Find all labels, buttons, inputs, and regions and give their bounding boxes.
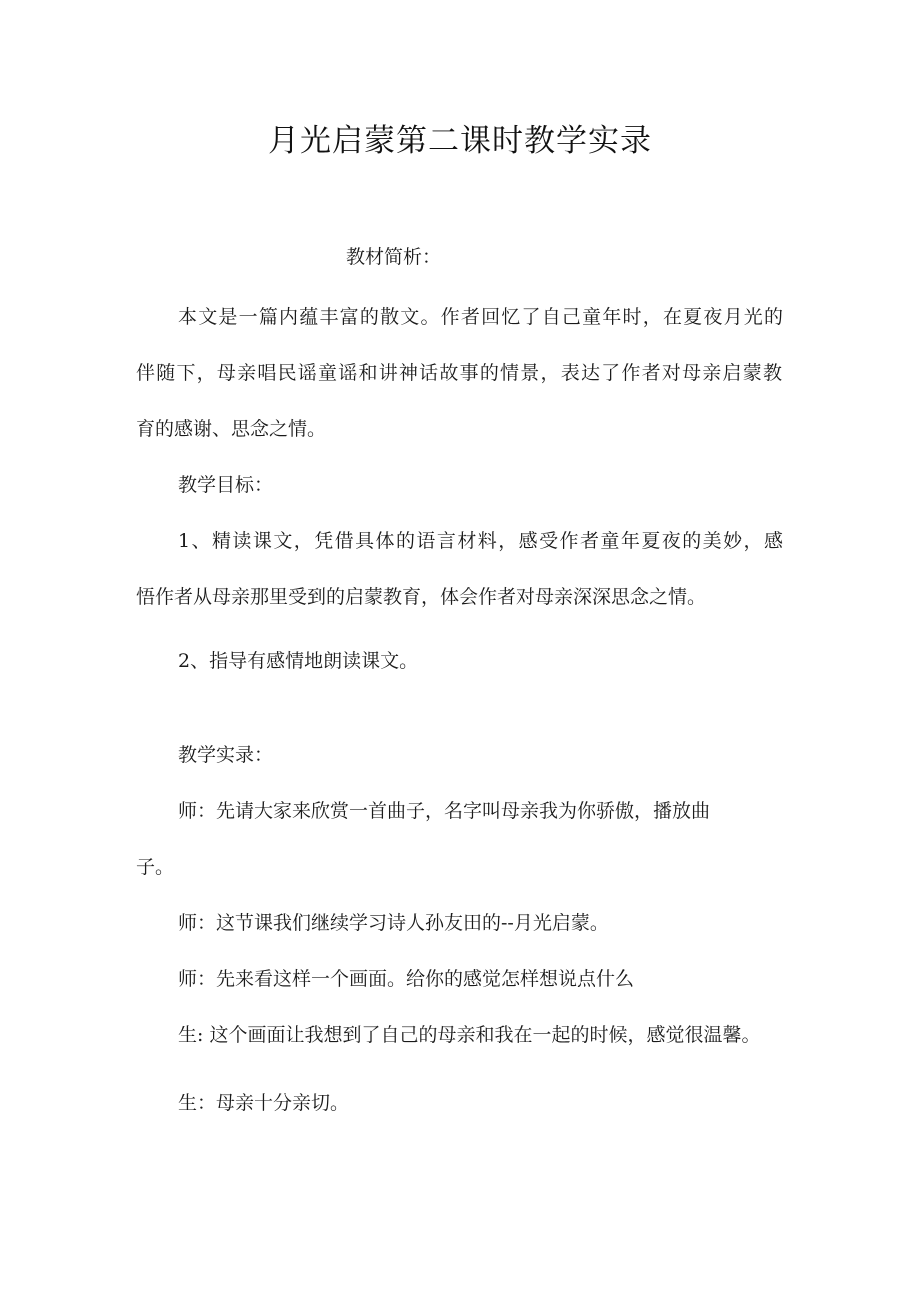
analysis-line-3: 育的感谢、思念之情。	[136, 418, 327, 440]
goal-1-line-2: 悟作者从母亲那里受到的启蒙教育，体会作者对母亲深深思念之情。	[136, 586, 707, 608]
record-line-6: 生：母亲十分亲切。	[178, 1092, 350, 1114]
document-title: 月光启蒙第二课时教学实录	[268, 123, 652, 159]
analysis-heading: 教材简析：	[346, 246, 442, 268]
analysis-line-2: 伴随下，母亲唱民谣童谣和讲神话故事的情景，表达了作者对母亲启蒙教	[136, 362, 782, 384]
analysis-line-1: 本文是一篇内蕴丰富的散文。作者回忆了自己童年时，在夏夜月光的	[178, 306, 783, 328]
record-heading: 教学实录：	[178, 744, 274, 766]
record-line-4: 师：先来看这样一个画面。给你的感觉怎样想说点什么	[178, 968, 635, 990]
record-line-5: 生: 这个画面让我想到了自己的母亲和我在一起的时候，感觉很温馨。	[178, 1024, 761, 1046]
record-line-3: 师：这节课我们继续学习诗人孙友田的--月光启蒙。	[178, 912, 609, 934]
record-line-2: 子。	[136, 856, 175, 878]
goal-1-line-1: 1、精读课文，凭借具体的语言材料，感受作者童年夏夜的美妙，感	[178, 530, 783, 552]
goal-2: 2、指导有感情地朗读课文。	[178, 650, 419, 672]
record-line-1: 师：先请大家来欣赏一首曲子，名字叫母亲我为你骄傲，播放曲	[178, 800, 711, 822]
goals-heading: 教学目标：	[178, 474, 274, 496]
